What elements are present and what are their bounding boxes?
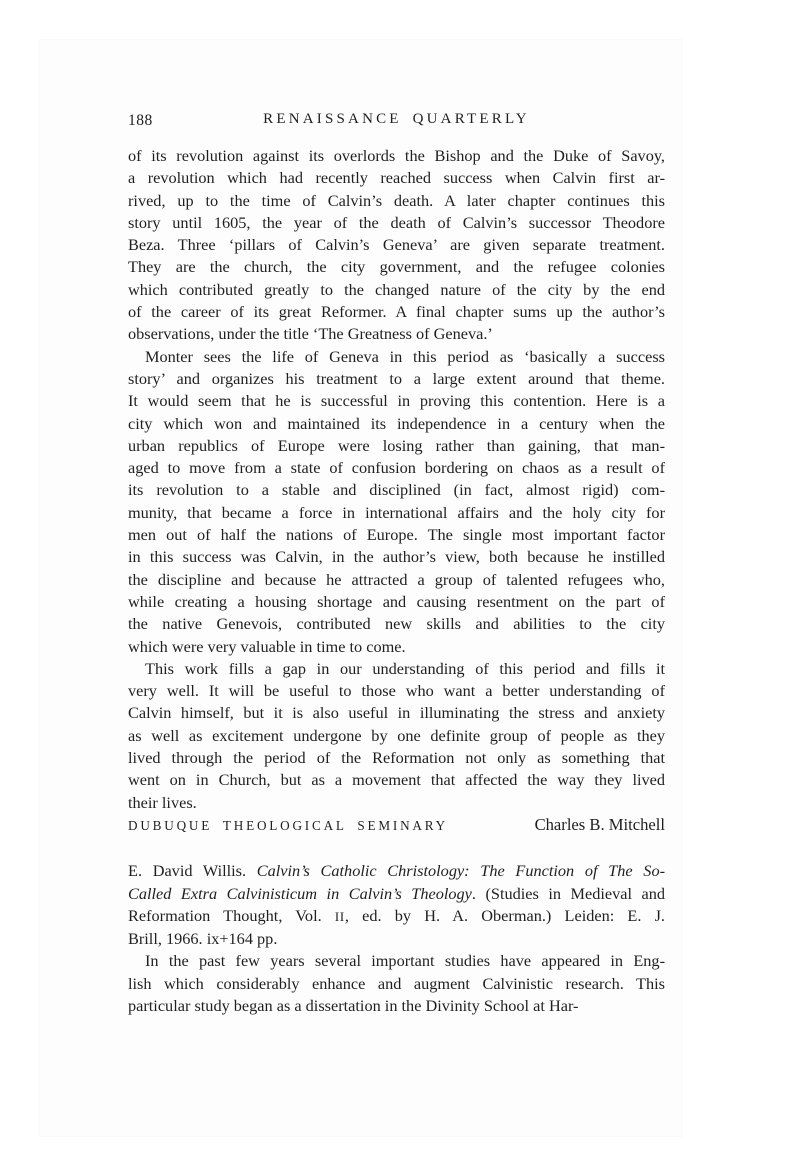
text-line: aged to move from a state of confusion bordering on chaos as a result of [128, 458, 665, 478]
text-line: a revolution which had recently reached success when Calvin first ar- [128, 168, 665, 188]
text-line: In the past few years several important studies have appeared in Eng- [145, 951, 665, 971]
text-line: in this success was Calvin, in the author’s view, both because he instilled [128, 547, 665, 567]
page-number: 188 [128, 112, 153, 129]
text-line: their lives. [128, 792, 197, 812]
running-head [128, 111, 665, 131]
text-line: Monter sees the life of Geneva in this period as ‘basically a success [145, 346, 665, 366]
text-line: of the career of its great Reformer. A final chapter sums up the author’s [128, 302, 665, 322]
text-line: rived, up to the time of Calvin’s death. A later chapter continues this [128, 190, 665, 210]
text-line: Called Extra Calvinisticum in Calvin’s Theology. (Studies in Medieval and [128, 883, 666, 903]
text-line: particular study began as a dissertation in the Divinity School at Har- [128, 995, 579, 1015]
review2-paragraph-1 [128, 950, 665, 1017]
scanned-page-sheet [40, 40, 681, 1136]
text-line: urban republics of Europe were losing rather than gaining, that man- [128, 435, 665, 455]
text-line: Beza. Three ‘pillars of Calvin’s Geneva’ are given separate treatment. [128, 235, 665, 255]
text-line: its revolution to a stable and disciplined (in fact, almost rigid) com- [128, 480, 665, 500]
review1-paragraph-3 [128, 658, 665, 814]
reviewer-name: Charles B. Mitchell [534, 814, 665, 834]
text-line: went on in Church, but as a movement that affected the way they lived [128, 770, 665, 790]
text-line: E. David Willis. Calvin’s Catholic Christology: The Function of The So- [128, 861, 666, 881]
review1-paragraph-2 [128, 346, 665, 658]
signature-row [128, 814, 665, 837]
journal-title: RENAISSANCE QUARTERLY [263, 111, 530, 127]
reviewer-institution: DUBUQUE THEOLOGICAL SEMINARY [128, 817, 448, 833]
text-line: munity, that became a force in international affairs and the holy city for [128, 502, 665, 522]
review1-paragraph-1 [128, 145, 665, 346]
text-line: lish which considerably enhance and augment Calvinistic research. This [128, 973, 665, 993]
text-line: of its revolution against its overlords the Bishop and the Duke of Savoy, [128, 146, 665, 165]
text-line: the native Genevois, contributed new skills and abilities to the city [128, 614, 665, 634]
page-body [128, 145, 665, 1017]
text-line: story until 1605, the year of the death of Calvin’s successor Theodore [128, 212, 665, 232]
text-line: They are the church, the city government, and the refugee colonies [128, 257, 665, 277]
text-line: Brill, 1966. ix+164 pp. [128, 929, 278, 949]
text-line: which contributed greatly to the changed nature of the city by the end [128, 279, 665, 299]
text-line: which were very valuable in time to come. [128, 636, 406, 656]
text-line: as well as excitement undergone by one definite group of people as they [128, 725, 665, 745]
text-line: the discipline and because he attracted a group of talented refugees who, [128, 569, 665, 589]
page-content [128, 111, 665, 1017]
text-line: Reformation Thought, Vol. II, ed. by H. A. Oberman.) Leiden: E. J. [128, 905, 666, 925]
text-line: very well. It will be useful to those who want a better understanding of [128, 681, 665, 701]
text-line: Calvin himself, but it is also useful in illuminating the stress and anxiety [128, 703, 665, 723]
text-line: story’ and organizes his treatment to a large extent around that theme. [128, 368, 665, 388]
text-line: observations, under the title ‘The Greatness of Geneva.’ [128, 324, 493, 344]
text-line: city which won and maintained its independence in a century when the [128, 413, 665, 433]
text-line: while creating a housing shortage and causing resentment on the part of [128, 591, 665, 611]
text-line: It would seem that he is successful in proving this contention. Here is a [128, 391, 665, 411]
text-line: This work fills a gap in our understanding of this period and fills it [145, 658, 665, 678]
review2-citation [128, 860, 665, 950]
text-line: lived through the period of the Reformation not only as something that [128, 748, 665, 768]
text-line: men out of half the nations of Europe. The single most important factor [128, 525, 665, 545]
